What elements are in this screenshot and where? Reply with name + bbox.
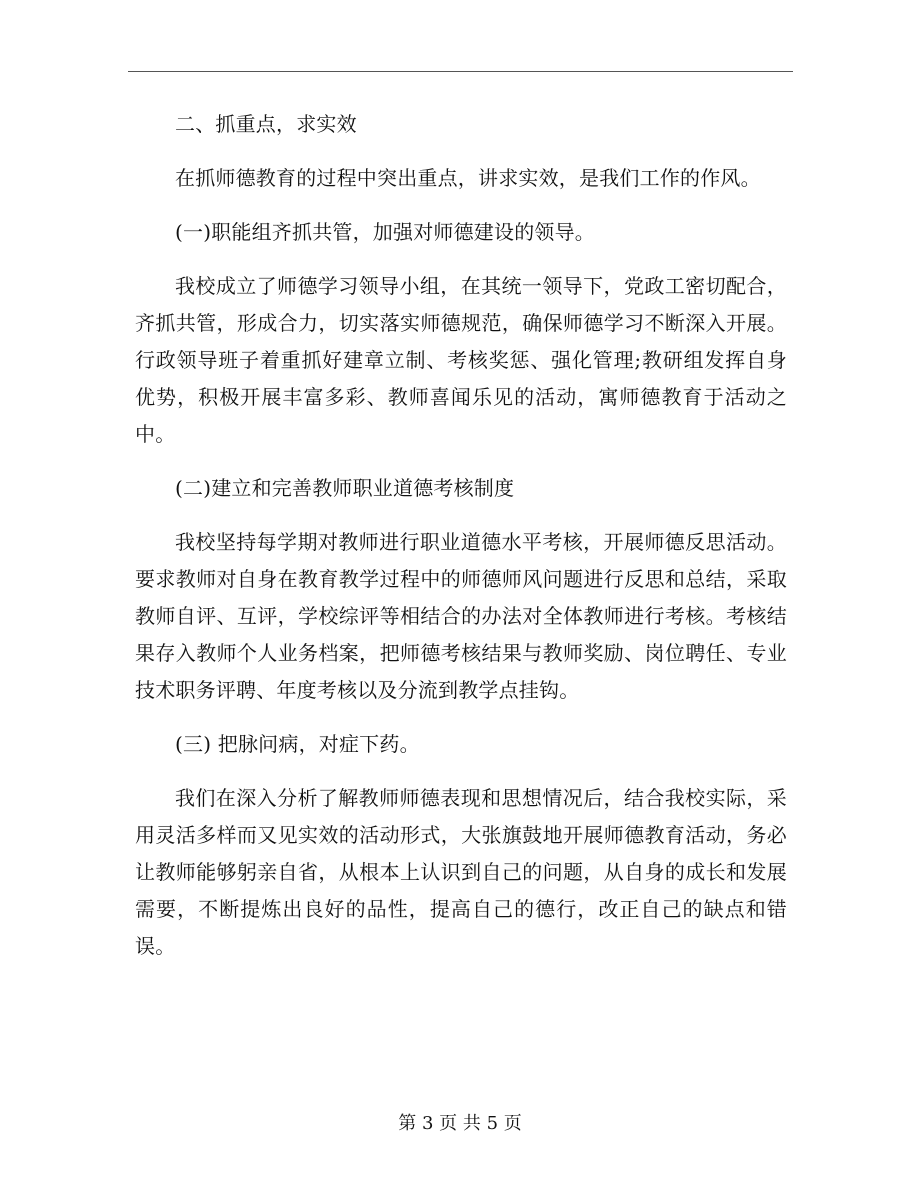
paragraph: 我校成立了师德学习领导小组，在其统一领导下，党政工密切配合，齐抓共管，形成合力，切实落实师德规范，确保师德学习不断深入开展。行政领导班子着重抓好建章立制、考核奖惩、强化管理;教研组发挥自身优势，积极开展丰富多彩、教师喜闻乐见的活动，寓师德教育于活动之中。 [135,274,787,446]
page-number: 第 3 页 共 5 页 [398,1113,522,1134]
subsection-heading: (二)建立和完善教师职业道德考核制度 [175,476,515,500]
paragraph: 我们在深入分析了解教师师德表现和思想情况后，结合我校实际，采用灵活多样而又见实效的活动形式，大张旗鼓地开展师德教育活动，务必让教师能够躬亲自省，从根本上认识到自己的问题，从自身的成长和发展需要，不断提炼出良好的品性，提高自己的德行，改正自己的缺点和错误。 [135,786,787,958]
paragraph: 在抓师德教育的过程中突出重点，讲求实效，是我们工作的作风。 [175,166,761,190]
section-heading: 二、抓重点，求实效 [175,112,357,136]
paragraph: 我校坚持每学期对教师进行职业道德水平考核，开展师德反思活动。要求教师对自身在教育教学过程中的师德师风问题进行反思和总结，采取教师自评、互评，学校综评等相结合的办法对全体教师进行考核。考核结果存入教师个人业务档案，把师德考核结果与教师奖励、岗位聘任、专业技术职务评聘、年度考核以及分流到教学点挂钩。 [135,530,787,702]
subsection-heading: (一)职能组齐抓共管，加强对师德建设的领导。 [175,220,596,244]
page-footer [0,1112,920,1136]
subsection-heading: (三) 把脉问病，对症下药。 [175,732,420,756]
document-body [135,106,787,982]
header-rule [128,71,793,72]
